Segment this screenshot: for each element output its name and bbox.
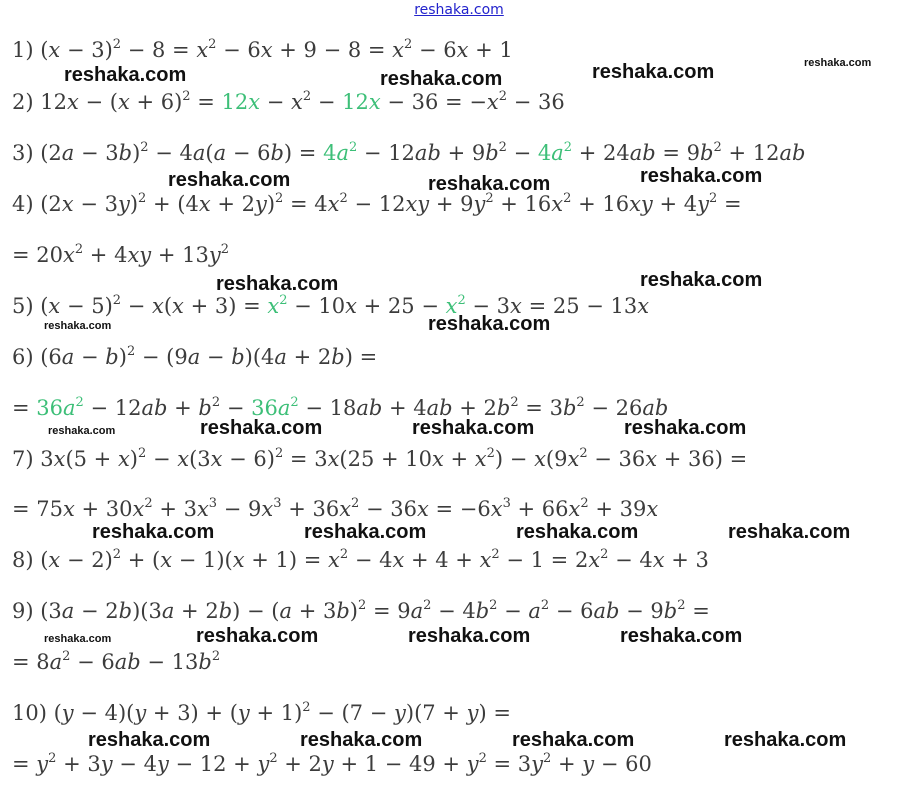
watermark: reshaka.com: [724, 729, 847, 751]
equation-4-line-2: = $20x^2 + 4xy + 13y^2$: [12, 242, 229, 267]
watermark: reshaka.com: [412, 417, 535, 439]
equation-2-line-1: 2) $12x - (x + 6)^2 = 12x - x^2 - 12x - 36 = -x^2 - 36$: [12, 89, 565, 114]
watermark: reshaka.com: [92, 521, 215, 543]
watermark: reshaka.com: [88, 729, 211, 751]
watermark: reshaka.com: [428, 313, 551, 335]
equation-7-line-2: = $75x + 30x^2 + 3x^3 - 9x^3 + 36x^2 - 36x = -6x^3 + 66x^2 + 39x$: [12, 496, 659, 521]
watermark: reshaka.com: [200, 417, 323, 439]
equation-6-line-1: 6) $(6a - b)^2 - (9a - b)(4a + 2b)$ =: [12, 344, 378, 369]
watermark: reshaka.com: [304, 521, 427, 543]
watermark: reshaka.com: [640, 269, 763, 291]
equation-9-line-2: = $8a^2 - 6ab - 13b^2$: [12, 649, 221, 674]
watermark: reshaka.com: [216, 273, 339, 295]
watermark: reshaka.com: [300, 729, 423, 751]
watermark: reshaka.com: [640, 165, 763, 187]
equation-7-line-1: 7) $3x(5 + x)^2 - x(3x - 6)^2 = 3x(25 + 10x + x^2) - x(9x^2 - 36x + 36)$ =: [12, 446, 748, 471]
equation-5-line-1: 5) $(x - 5)^2 - x(x + 3) = x^2 - 10x + 25 - x^2 - 3x = 25 - 13x$: [12, 293, 650, 318]
watermark: reshaka.com: [48, 425, 116, 437]
watermark: reshaka.com: [516, 521, 639, 543]
equation-8-line-1: 8) $(x - 2)^2 + (x - 1)(x + 1) = x^2 - 4x + 4 + x^2 - 1 = 2x^2 - 4x + 3$: [12, 547, 709, 572]
equation-10-line-1: 10) $(y - 4)(y + 3) + (y + 1)^2 - (7 - y)(7 + y)$ =: [12, 700, 511, 725]
equation-1-line-1: 1) $(x - 3)^2 - 8 = x^2 - 6x + 9 - 8 = x^2 - 6x + 1$: [12, 37, 513, 62]
watermark: reshaka.com: [168, 169, 291, 191]
watermark: reshaka.com: [620, 625, 743, 647]
equation-4-line-1: 4) $(2x - 3y)^2 + (4x + 2y)^2 = 4x^2 - 12xy + 9y^2 + 16x^2 + 16xy + 4y^2$ =: [12, 191, 742, 216]
watermark: reshaka.com: [64, 64, 187, 86]
watermark: reshaka.com: [408, 625, 531, 647]
watermark: reshaka.com: [728, 521, 851, 543]
watermark: reshaka.com: [592, 61, 715, 83]
watermark: reshaka.com: [196, 625, 319, 647]
watermark: reshaka.com: [804, 57, 872, 69]
watermark: reshaka.com: [380, 68, 503, 90]
watermark: reshaka.com: [44, 320, 112, 332]
watermark: reshaka.com: [428, 173, 551, 195]
equation-3-line-1: 3) $(2a - 3b)^2 - 4a(a - 6b) = 4a^2 - 12ab + 9b^2 - 4a^2 + 24ab = 9b^2 + 12ab$: [12, 140, 806, 165]
watermark: reshaka.com: [512, 729, 635, 751]
site-link[interactable]: reshaka.com: [414, 2, 504, 18]
watermark: reshaka.com: [44, 633, 112, 645]
equation-10-line-2: = $y^2 + 3y - 4y - 12 + y^2 + 2y + 1 - 49 + y^2 = 3y^2 + y - 60$: [12, 751, 652, 776]
watermark: reshaka.com: [624, 417, 747, 439]
equation-6-line-2: = $36a^2 - 12ab + b^2 - 36a^2 - 18ab + 4ab + 2b^2 = 3b^2 - 26ab$: [12, 395, 669, 420]
equation-9-line-1: 9) $(3a - 2b)(3a + 2b) - (a + 3b)^2 = 9a^2 - 4b^2 - a^2 - 6ab - 9b^2$ =: [12, 598, 710, 623]
